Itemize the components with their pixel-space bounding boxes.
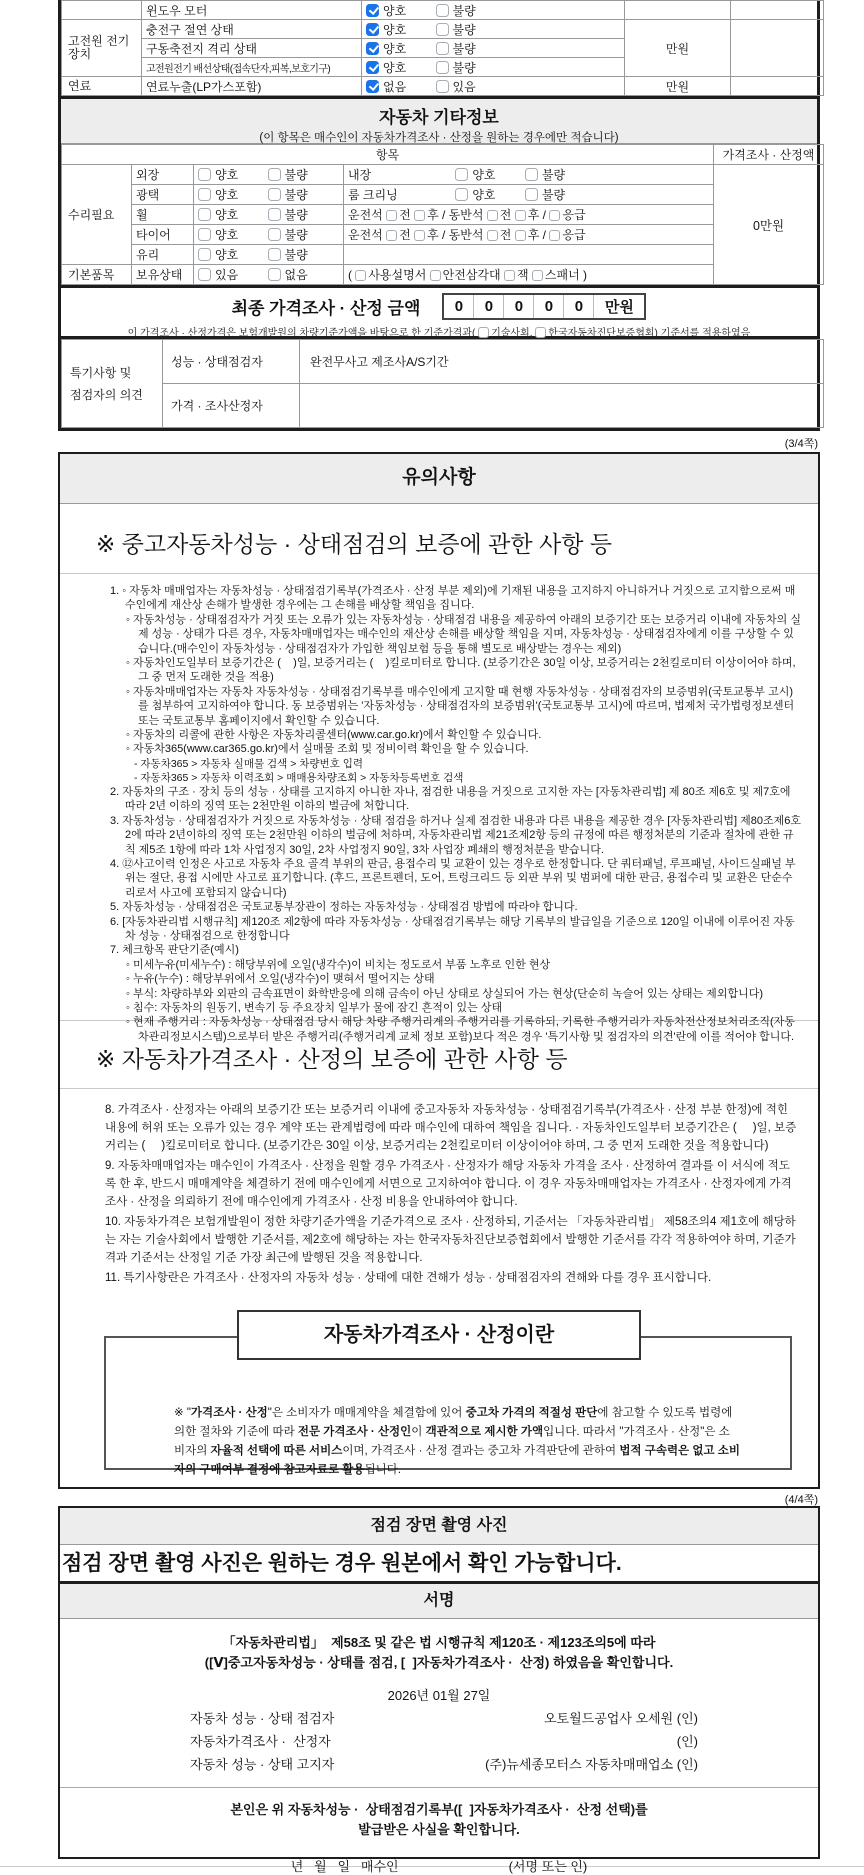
status-cell bbox=[362, 20, 625, 39]
checkbox-bad[interactable] bbox=[525, 168, 538, 181]
item-label: 보유상태 bbox=[132, 265, 194, 285]
remarks-label bbox=[62, 340, 163, 428]
appraisal-info-text: ※ "가격조사 · 산정"은 소비자가 매매계약을 체결함에 있어 중고차 가격의 적절성 판단에 참고할 수 있도록 법령에 의한 절차와 기준에 따라 전문 가격조사 · 산정인이 객관적으로 제시한 가액입니다. 따라서 "가격조사 · 산정"은 소비자의 자율적 선택에 따른 서비스이며, 가격조사 · 산정 결과는 중고차 가격판단에 관하여 법적 구속력은 없고 소비자의 구매여부 결정에 참고자료로 활용됩니다. bbox=[174, 1407, 740, 1476]
status-cell bbox=[194, 185, 344, 205]
option-label: 사용설명서 bbox=[368, 268, 427, 282]
note-text: 이 가격조사 · 산정가격은 보험개발원의 차량기준가액을 바탕으로 한 기준가격과( bbox=[127, 328, 476, 339]
option-label: 불량 bbox=[452, 22, 476, 37]
checkbox-good[interactable] bbox=[198, 188, 211, 201]
checkbox-front[interactable] bbox=[487, 230, 498, 241]
item-label: 휠 bbox=[132, 205, 194, 225]
item-label: 타이어 bbox=[132, 225, 194, 245]
status-cell bbox=[362, 1, 625, 20]
option-label: 양호 bbox=[215, 228, 239, 242]
seat-label: 후 bbox=[527, 228, 540, 242]
inspector-opinion: 완전무사고 제조사A/S기간 bbox=[300, 340, 824, 384]
page-marker-3of4: (3/4쪽) bbox=[784, 438, 818, 450]
checkbox-rear[interactable] bbox=[515, 230, 526, 241]
option-label: 양호 bbox=[383, 60, 407, 75]
buyer-confirm-text bbox=[60, 1800, 818, 1840]
option-label: 양호 bbox=[472, 168, 496, 182]
column-header-item: 항목 bbox=[62, 145, 714, 165]
notice-item: 2. 자동차의 구조 · 장치 등의 성능 · 상태를 고지하지 아니한 자나, 점검한 내용을 거짓으로 고지한 자는 [자동차관리법] 제 80조 제6호 및 제7호에 따라 2년 이하의 징역 또는 2천만원 이하의 벌금에 처합니다. bbox=[110, 785, 791, 813]
status-cell bbox=[362, 58, 625, 77]
table-row bbox=[62, 340, 824, 384]
signature-section-header: 서명 bbox=[60, 1584, 818, 1619]
option-label: 양호 bbox=[215, 168, 239, 182]
checkbox-emergency[interactable] bbox=[549, 210, 560, 221]
table-row bbox=[62, 245, 824, 265]
option-label: 잭 bbox=[516, 268, 529, 282]
inspection-sheet-page3 bbox=[58, 0, 820, 431]
checkbox-have[interactable] bbox=[198, 268, 211, 281]
checkbox-tech-society[interactable] bbox=[478, 327, 489, 338]
notices-box bbox=[58, 452, 820, 1489]
item-label: 외장 bbox=[132, 165, 194, 185]
status-cell bbox=[194, 265, 344, 285]
option-label: 불량 bbox=[541, 188, 566, 202]
buyer-sign-label: (서명 또는 인) bbox=[508, 1859, 588, 1874]
price-unit: 만원 bbox=[625, 20, 731, 77]
seat-position-cell bbox=[344, 225, 714, 245]
price-digit: 0 bbox=[534, 295, 564, 318]
option-label: 불량 bbox=[284, 188, 308, 202]
remarks-label-line: 점검자의 의견 bbox=[70, 387, 143, 402]
signature-body bbox=[60, 1619, 818, 1875]
table-row bbox=[62, 225, 824, 245]
notice-item: ◦ 자동차성능 · 상태점검자가 거짓 또는 오류가 있는 자동차성능 · 상태점검 내용을 제공하여 아래의 보증기간 또는 보증거리 이내에 자동차의 실제 성능 · 상태가 다른 경우, 자동차매매업자는 매수인의 재산상 손해를 배상할 책임을 지며, 자동차성능 · 상태점검자에게 이를 구상할 수 있습니다.(매수인이 자동차성능 · 상태점검자가 가입한 책임보험 등을 통해 별도로 배상받는 경우는 제외) bbox=[126, 613, 801, 655]
buyer-confirm-line: 발급받은 사실을 확인합니다. bbox=[358, 1822, 520, 1837]
table-row bbox=[62, 1, 824, 20]
inspector-role: 성능 · 상태점검자 bbox=[163, 340, 300, 384]
notice-item: 1. ◦ 자동차 매매업자는 자동차성능 · 상태점검기록부(가격조사 · 산정 부분 제외)에 기재된 내용을 고지하지 아니하거나 거짓으로 고지함으로써 매수인에게 재산상 손해가 발생한 경우에는 그 손해를 배상할 책임을 집니다. bbox=[110, 585, 796, 612]
notice-item: ◦ 자동차365(www.car365.go.kr)에서 실매물 조회 및 정비이력 확인을 할 수 있습니다. bbox=[126, 743, 529, 756]
checkbox-exist[interactable] bbox=[436, 80, 449, 93]
remarks-table bbox=[61, 339, 824, 428]
seat-label: / bbox=[542, 228, 547, 242]
status-cell bbox=[194, 205, 344, 225]
seat-label: 후 bbox=[527, 208, 540, 222]
option-label: 양호 bbox=[215, 248, 239, 262]
section-subtitle: (이 항목은 매수인이 자동차가격조사 · 산정을 원하는 경우에만 적습니다) bbox=[259, 132, 619, 144]
final-price-section bbox=[61, 285, 817, 339]
seat-label: 후 bbox=[427, 228, 439, 242]
table-row bbox=[62, 77, 824, 96]
signer-role: 자동차 성능 · 상태 고지자 bbox=[190, 1757, 335, 1772]
option-label: 없음 bbox=[284, 268, 308, 282]
notice-item: ◦ 침수: 자동차의 원동기, 변속기 등 주요장치 일부가 물에 잠긴 흔적이 있는 상태 bbox=[126, 1001, 503, 1014]
page-marker-4of4: (4/4쪽) bbox=[784, 1494, 818, 1506]
checkbox-emergency[interactable] bbox=[549, 230, 560, 241]
checkbox-bad[interactable] bbox=[268, 188, 281, 201]
option-label: 스패너 bbox=[544, 268, 580, 282]
seat-position-cell bbox=[344, 205, 714, 225]
signer-name: (인) bbox=[676, 1734, 698, 1749]
notice-item: ◦ 자동차매매업자는 자동차 자동차성능 · 상태점검기록부를 매수인에게 고지할 때 현행 자동차성능 · 상태점검자의 보증범위(국토교통부 고시)를 첨부하여 고지하여야 합니다. 동 보증범위는 '자동차성능 · 상태점검자의 보증범위'(국토교통부 고시)에 따르며, 법제처 국가법령정보센터 또는 국토교통부 홈페이지에서 확인할 수 있습니다. bbox=[126, 685, 795, 727]
notices-section2-title: ※ 자동차가격조사 · 산정의 보증에 관한 사항 등 bbox=[60, 1020, 818, 1089]
checkbox-spanner[interactable] bbox=[532, 270, 543, 281]
item-label: 윈도우 모터 bbox=[142, 1, 362, 20]
notice-item: ◦ 누유(누수) : 해당부위에서 오일(냉각수)이 맺혀서 떨어지는 상태 bbox=[126, 973, 435, 986]
checkbox-manual[interactable] bbox=[355, 270, 366, 281]
checkbox-good[interactable] bbox=[455, 188, 468, 201]
status-cell bbox=[362, 77, 625, 96]
seat-label: / 동반석 bbox=[442, 228, 484, 242]
checkbox-good[interactable] bbox=[198, 168, 211, 181]
price-digit: 0 bbox=[474, 295, 504, 318]
signer-name: (주)뉴세종모터스 자동차매매업소 (인) bbox=[485, 1757, 698, 1772]
seat-label: / bbox=[542, 208, 547, 222]
notices-section2-body bbox=[60, 1089, 818, 1304]
section-title: 자동차 기타정보 bbox=[379, 108, 499, 127]
group-label-fuel: 연료 bbox=[62, 77, 142, 96]
checkbox-bad[interactable] bbox=[268, 248, 281, 261]
right-status-cell bbox=[344, 165, 714, 185]
law-reference-line: 「자동차관리법」 제58조 및 같은 법 시행규칙 제120조 · 제123조의5에 따라 bbox=[222, 1635, 656, 1650]
note-text: 기준서를 적용하였음 bbox=[660, 328, 751, 339]
table-row bbox=[62, 384, 824, 428]
etc-info-section bbox=[61, 96, 817, 285]
column-header-price: 가격조사 · 산정액 bbox=[714, 145, 824, 165]
option-label: 불량 bbox=[452, 60, 476, 75]
table-row bbox=[62, 265, 824, 285]
option-label: 양호 bbox=[383, 22, 407, 37]
item-label: 구동축전지 격리 상태 bbox=[142, 39, 362, 58]
seat-label: 운전석 bbox=[348, 208, 383, 222]
group-label-electric: 고전원 전기장치 bbox=[62, 20, 142, 77]
notice-item: 6. [자동차관리법 시행규칙] 제120조 제2항에 따라 자동차성능 · 상태점검기록부는 해당 기록부의 발급일을 기준으로 120일 이내에 이루어진 자동차 성능 · 상태점검으로 한정합니다 bbox=[110, 915, 795, 942]
group-label-basic: 기본품목 bbox=[62, 265, 132, 285]
checkbox-bad[interactable] bbox=[268, 168, 281, 181]
note-text: 한국자동차진단보증협회) bbox=[548, 328, 658, 339]
notice-item: 9. 자동차매매업자는 매수인이 가격조사 · 산정을 원할 경우 가격조사 · 산정자가 해당 자동차 가격을 조사 · 산정하여 결과를 이 서식에 적도록 한 후, 반드시 매매계약을 체결하기 전에 매수인에게 서면으로 고지하여야 합니다. 이 경우 자동차매매업자는 가격조사 · 산정자에게 가격조사 · 산정을 의뢰하기 전에 매수인에게 가격조사 · 산정 비용을 안내하여야 합니다. bbox=[105, 1160, 792, 1208]
table-row bbox=[62, 205, 824, 225]
seat-label: 전 bbox=[399, 228, 411, 242]
status-cell bbox=[194, 245, 344, 265]
notice-item: 8. 가격조사 · 산정자는 아래의 보증기간 또는 보증거리 이내에 중고자동차 자동차성능 · 상태점검기록부(가격조사 · 산정 부분 한정)에 적힌 내용에 허위 또는 오류가 있는 경우 계약 또는 관계법령에 따라 매수인에 대하여 책임을 집니다. · 자동차인도일부터 보증기간은 ( )일, 보증거리는 ( )킬로미터로 합니다. (보증기간은 30일 이상, 보증거리는 2천킬로미터 이상이어야 하며, 그 중 먼저 도래한 것을 적용합니다) bbox=[105, 1104, 797, 1152]
photo-statement: 점검 장면 촬영 사진은 원하는 경우 원본에서 확인 가능합니다. bbox=[60, 1545, 818, 1584]
etc-info-header bbox=[61, 99, 817, 144]
divider bbox=[60, 1787, 818, 1788]
option-label: 있음 bbox=[452, 79, 476, 94]
signer-row bbox=[60, 1708, 818, 1727]
amount-cell bbox=[731, 20, 824, 77]
notice-item: ◦ 현재 주행거리 : 자동차성능 · 상태점검 당시 해당 차량 주행거리계의 주행거리를 기록하되, 기록한 주행거리가 자동차전산정보처리조직(자동차관리정보시스템)으로부터 받은 주행거리(주행거리계 교체 정보 포함)보다 적은 경우 '특기사항 및 점검자의 의견'란에 이를 적어야 합니다. bbox=[126, 1016, 795, 1043]
photo-signature-box bbox=[58, 1506, 820, 1874]
checkbox-good[interactable] bbox=[198, 248, 211, 261]
option-label: 불량 bbox=[284, 168, 308, 182]
checkbox-bad[interactable] bbox=[525, 188, 538, 201]
table-header-row bbox=[62, 145, 824, 165]
checkbox-bad[interactable] bbox=[436, 23, 449, 36]
checkbox-good[interactable] bbox=[366, 61, 379, 74]
checkbox-bad[interactable] bbox=[436, 42, 449, 55]
empty-cell bbox=[344, 245, 714, 265]
remarks-label-line: 특기사항 및 bbox=[70, 365, 132, 380]
checkbox-good[interactable] bbox=[198, 228, 211, 241]
page-edge-line bbox=[0, 1866, 864, 1867]
signer-role: 자동차가격조사 · 산정자 bbox=[190, 1734, 331, 1749]
etc-info-table bbox=[61, 144, 824, 285]
amount-cell bbox=[731, 77, 824, 96]
checkbox-good[interactable] bbox=[455, 168, 468, 181]
law-confirm-line: ([Ⅴ]중고자동차성능 · 상태를 점검, [ ]자동차가격조사 · 산정) 하였음을 확인합니다. bbox=[204, 1655, 674, 1670]
checkbox-jack[interactable] bbox=[504, 270, 515, 281]
appraisal-info-title: 자동차가격조사 · 산정이란 bbox=[237, 1310, 641, 1360]
paren: ) bbox=[583, 268, 588, 282]
signer-row bbox=[60, 1731, 818, 1750]
checkbox-rear[interactable] bbox=[414, 230, 425, 241]
option-label: 없음 bbox=[383, 79, 407, 94]
option-label: 안전삼각대 bbox=[442, 268, 501, 282]
checkbox-good[interactable] bbox=[366, 4, 379, 17]
seat-label: 전 bbox=[499, 228, 512, 242]
option-label: 있음 bbox=[215, 268, 239, 282]
checkbox-bad[interactable] bbox=[268, 208, 281, 221]
appraisal-info-area bbox=[60, 1304, 818, 1490]
seat-label: 응급 bbox=[562, 208, 586, 222]
item-label: 고전원전기 배선상태(접속단자,피복,보호기구) bbox=[142, 58, 362, 77]
option-label: 양호 bbox=[215, 188, 239, 202]
basic-items-cell bbox=[344, 265, 714, 285]
notices-header: 유의사항 bbox=[60, 454, 818, 504]
item-label: 연료누출(LP가스포함) bbox=[142, 77, 362, 96]
seat-label: 전 bbox=[399, 208, 411, 222]
table-row bbox=[62, 20, 824, 39]
price-digit: 0 bbox=[444, 295, 474, 318]
notice-item: - 자동차365 > 자동차 이력조회 > 매매용차량조회 > 자동차등록번호 검색 bbox=[134, 771, 464, 784]
notice-item: 4. ⑫사고이력 인정은 사고로 자동차 주요 골격 부위의 판금, 용접수리 및 교환이 있는 경우로 한정합니다. 단 쿼터패널, 루프패널, 사이드실패널 부위는 절단, 용접 시에만 사고로 표기합니다. (후드, 프론트펜더, 도어, 트렁크리드 등 외판 부위 및 범퍼에 대한 판금, 용접수리 및 교환은 단순수리로서 사고에 포함되지 않습니다) bbox=[110, 857, 796, 899]
notice-item: - 자동차365 > 자동차 실매물 검색 > 차량번호 입력 bbox=[134, 757, 364, 770]
checkbox-front[interactable] bbox=[386, 230, 397, 241]
option-label: 양호 bbox=[215, 208, 239, 222]
seat-label: 후 bbox=[427, 208, 439, 222]
checkbox-good[interactable] bbox=[366, 23, 379, 36]
remarks-section bbox=[61, 336, 817, 428]
group-label-repair: 수리필요 bbox=[62, 165, 132, 265]
seat-label: / 동반석 bbox=[442, 208, 484, 222]
seat-label: 전 bbox=[499, 208, 512, 222]
appraiser-role: 가격 · 조사산정자 bbox=[163, 384, 300, 428]
final-price-label: 최종 가격조사 · 산정 금액 bbox=[231, 299, 421, 318]
notice-item: ◦ 자동차의 리콜에 관한 사항은 자동차리콜센터(www.car.go.kr)에서 확인할 수 있습니다. bbox=[126, 729, 542, 742]
signer-row bbox=[60, 1754, 818, 1773]
option-label: 불량 bbox=[541, 168, 566, 182]
option-label: 불량 bbox=[452, 3, 476, 18]
price-unit: 만원 bbox=[625, 77, 731, 96]
checkbox-good[interactable] bbox=[198, 208, 211, 221]
right-status-cell bbox=[344, 185, 714, 205]
notices-section1-title: ※ 중고자동차성능 · 상태점검의 보증에 관한 사항 등 bbox=[60, 504, 818, 574]
table-row bbox=[62, 185, 824, 205]
option-label: 불량 bbox=[284, 228, 308, 242]
status-cell bbox=[362, 39, 625, 58]
checkbox-diagnosis-assoc[interactable] bbox=[535, 327, 546, 338]
option-label: 양호 bbox=[472, 188, 496, 202]
checkbox-front[interactable] bbox=[386, 210, 397, 221]
notice-item: ◦ 미세누유(미세누수) : 해당부위에 오일(냉각수)이 비치는 정도로서 부품 노후로 인한 현상 bbox=[126, 958, 551, 971]
item-label: 룸 크리닝 bbox=[348, 188, 398, 202]
checkbox-rear[interactable] bbox=[414, 210, 425, 221]
checkbox-front[interactable] bbox=[487, 210, 498, 221]
notice-item: ◦ 부식: 차량하부와 외판의 금속표면이 화학반응에 의해 금속이 아닌 상태로 상실되어 가는 현상(단순히 녹슬어 있는 상태는 제외합니다) bbox=[126, 987, 763, 1000]
group-cell bbox=[62, 1, 142, 20]
item-label: 광택 bbox=[132, 185, 194, 205]
item-label: 유리 bbox=[132, 245, 194, 265]
appraisal-amount: 0만원 bbox=[714, 165, 824, 285]
checkbox-triangle[interactable] bbox=[430, 270, 441, 281]
paren: ( bbox=[348, 268, 352, 282]
checkbox-bad[interactable] bbox=[268, 228, 281, 241]
item-label: 내장 bbox=[348, 168, 372, 182]
price-digit-box bbox=[442, 293, 646, 320]
amount-cell bbox=[731, 1, 824, 20]
checkbox-none[interactable] bbox=[366, 80, 379, 93]
notice-item: 5. 자동차성능 · 상태점검은 국토교통부장관이 정하는 자동차성능 · 상태점검 방법에 따라야 합니다. bbox=[110, 901, 578, 914]
status-cell bbox=[194, 225, 344, 245]
notice-item: ◦ 자동차인도일부터 보증기간은 ( )일, 보증거리는 ( )킬로미터로 합니다. (보증기간은 30일 이상, 보증거리는 2천킬로미터 이상이어야 하며, 그 중 먼저 도래한 것을 적용) bbox=[126, 657, 796, 684]
price-note bbox=[61, 324, 817, 339]
price-digit: 0 bbox=[504, 295, 534, 318]
option-label: 불량 bbox=[452, 41, 476, 56]
notices-section1-body bbox=[60, 574, 818, 1043]
checkbox-none[interactable] bbox=[268, 268, 281, 281]
signer-name: 오토월드공업사 오세원 (인) bbox=[543, 1711, 698, 1726]
price-cell bbox=[625, 1, 731, 20]
photo-section-header: 점검 장면 촬영 사진 bbox=[60, 1508, 818, 1545]
buyer-confirm-line: 본인은 위 자동차성능 · 상태점검기록부([ ]자동차가격조사 · 산정 선택)를 bbox=[230, 1802, 648, 1817]
option-label: 불량 bbox=[284, 208, 308, 222]
seat-label: 운전석 bbox=[348, 228, 383, 242]
notice-item: 3. 자동차성능 · 상태점검자가 거짓으로 자동차성능 · 상태 점검을 하거나 실제 점검한 내용과 다른 내용을 제공한 경우 [자동차관리법] 제80조제6호2에 따라 2년이하의 징역 또는 2천만원 이하의 벌금에 처하며, 자동차관리법 제21조제2항 등의 규정에 따른 행정처분의 기준과 절차에 관한 규칙 제5조 1항에 따라 1차 사업정지 30일, 2차 사업정지 90일, 3차 사업장 폐쇄의 행정처분을 받습니다. bbox=[110, 814, 802, 856]
option-label: 양호 bbox=[383, 3, 407, 18]
notice-item: 11. 특기사항란은 가격조사 · 산정자의 자동차 성능 · 상태에 대한 견해가 성능 · 상태점검자의 견해와 다를 경우 표시합니다. bbox=[105, 1272, 712, 1284]
note-text: 기술사회, bbox=[491, 328, 533, 339]
table-row bbox=[62, 165, 824, 185]
option-label: 양호 bbox=[383, 41, 407, 56]
checkbox-good[interactable] bbox=[366, 42, 379, 55]
signer-role: 자동차 성능 · 상태 점검자 bbox=[190, 1711, 335, 1726]
option-label: 불량 bbox=[284, 248, 308, 262]
buyer-date-label: 년 월 일 매수인 bbox=[290, 1859, 399, 1874]
appraiser-opinion bbox=[300, 384, 824, 428]
status-cell bbox=[194, 165, 344, 185]
price-unit: 만원 bbox=[604, 299, 634, 316]
checkbox-rear[interactable] bbox=[515, 210, 526, 221]
seat-label: 응급 bbox=[562, 228, 586, 242]
notice-item: 7. 체크항목 판단기준(예시) bbox=[110, 944, 239, 957]
item-label: 충전구 절연 상태 bbox=[142, 20, 362, 39]
checkbox-bad[interactable] bbox=[436, 4, 449, 17]
price-digit: 0 bbox=[564, 295, 594, 318]
signature-date: 2026년 01월 27일 bbox=[387, 1688, 491, 1703]
checkbox-bad[interactable] bbox=[436, 61, 449, 74]
electrical-device-table bbox=[61, 0, 824, 96]
notice-item: 10. 자동차가격은 보험개발원이 정한 차량기준가액을 기준가격으로 조사 · 산정하되, 기준서는 「자동차관리법」 제58조의4 제1호에 해당하는 자는 기술사회에서 발행한 기준서를, 제2호에 해당하는 자는 한국자동차진단보증협회에서 발행한 기준서를 각각 적용하여야 하며, 기준가격과 기준서는 산정일 기준 가장 최근에 발행된 것을 적용합니다. bbox=[105, 1216, 796, 1264]
